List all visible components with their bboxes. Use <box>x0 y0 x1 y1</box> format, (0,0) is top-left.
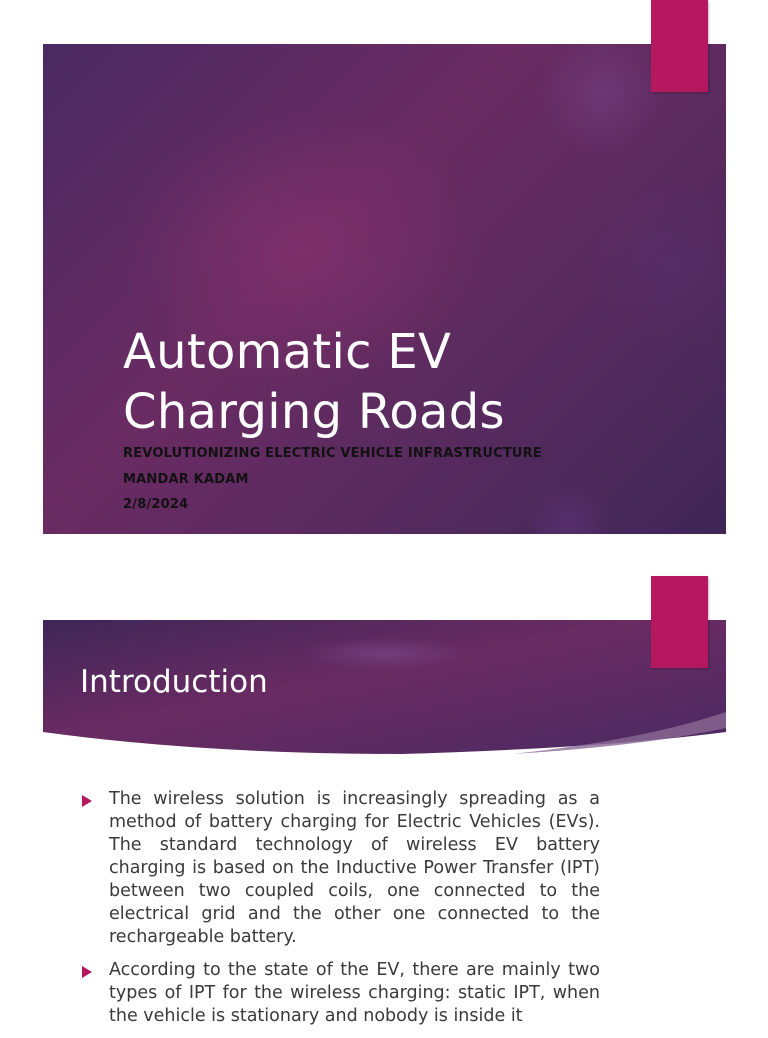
slide-author: MANDAR KADAM <box>123 472 249 487</box>
triangle-right-icon <box>82 795 92 807</box>
bullet-item <box>80 788 600 949</box>
slide-title-line2: Charging Roads <box>123 384 505 440</box>
slide-title <box>123 322 723 442</box>
bullet-text: The wireless solution is increasingly spreading as a method of battery charging for Electric Vehicles (EVs). The standard technology of wireless EV battery charging is based on the Inductive Power Transfer (IPT) between two coupled coils, one connected to the electrical grid and the other one connected to the rechargeable battery. <box>109 789 600 947</box>
accent-bar <box>651 576 708 668</box>
bullet-item <box>80 959 600 1028</box>
title-slide <box>43 44 726 534</box>
accent-bar <box>651 0 708 92</box>
slide-title-line1: Automatic EV <box>123 324 452 380</box>
slide-subtitle: REVOLUTIONIZING ELECTRIC VEHICLE INFRASTRUCTURE <box>123 446 542 461</box>
slide-date: 2/8/2024 <box>123 497 189 512</box>
triangle-right-icon <box>82 966 92 978</box>
bullet-list <box>80 788 600 1038</box>
bullet-text: According to the state of the EV, there are mainly two types of IPT for the wireless charging: static IPT, when the vehicle is stationary and nobody is inside it <box>109 960 600 1026</box>
section-title: Introduction <box>80 664 268 700</box>
